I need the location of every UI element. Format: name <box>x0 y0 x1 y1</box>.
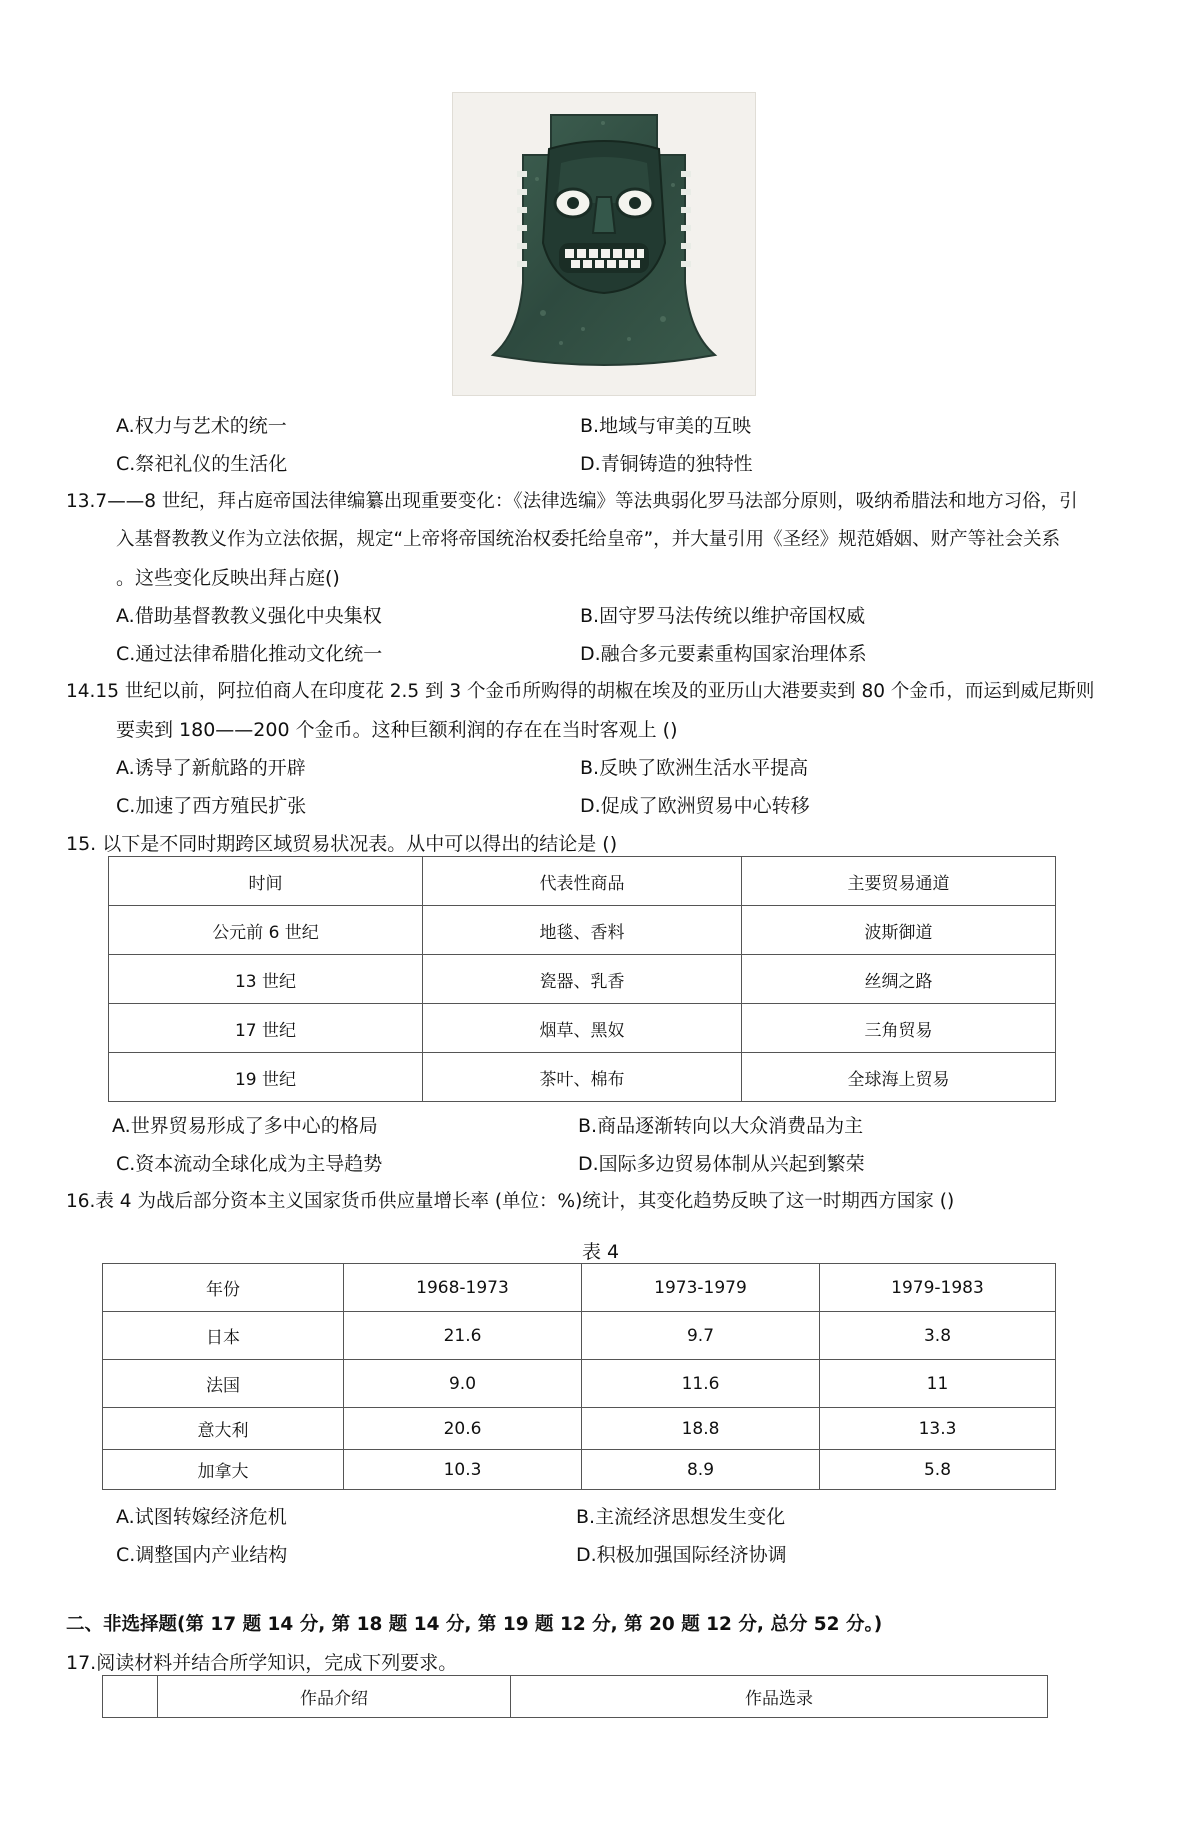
q16-table-title: 表 4 <box>582 1241 620 1263</box>
table-cell: 9.7 <box>582 1312 820 1360</box>
table-cell: 10.3 <box>344 1450 582 1490</box>
q12-option-a: A.权力与艺术的统一 <box>116 415 287 437</box>
table-header-cell <box>103 1676 158 1718</box>
q14-option-a: A.诱导了新航路的开辟 <box>116 757 306 779</box>
table-cell: 烟草、黑奴 <box>423 1004 742 1053</box>
table-cell: 茶叶、棉布 <box>423 1053 742 1102</box>
q15-option-c: C.资本流动全球化成为主导趋势 <box>116 1153 383 1175</box>
table-row <box>103 1408 1056 1450</box>
q13-option-d: D.融合多元要素重构国家治理体系 <box>580 643 867 665</box>
table-header-cell: 年份 <box>103 1264 344 1312</box>
q16-option-c: C.调整国内产业结构 <box>116 1544 288 1566</box>
q13-option-b: B.固守罗马法传统以维护帝国权威 <box>580 605 866 627</box>
table-header-cell: 1979-1983 <box>820 1264 1056 1312</box>
table-cell: 公元前 6 世纪 <box>109 906 423 955</box>
table-cell: 日本 <box>103 1312 344 1360</box>
table-cell: 8.9 <box>582 1450 820 1490</box>
section-two-heading: 二、非选择题(第 17 题 14 分, 第 18 题 14 分, 第 19 题 12 分, 第 20 题 12 分, 总分 52 分。) <box>66 1614 883 1635</box>
table-cell: 9.0 <box>344 1360 582 1408</box>
table-header-cell: 1968-1973 <box>344 1264 582 1312</box>
table-cell: 11.6 <box>582 1360 820 1408</box>
q14-stem-line-2: 要卖到 180——200 个金币。这种巨额利润的存在在当时客观上 () <box>116 719 678 741</box>
q15-option-b: B.商品逐渐转向以大众消费品为主 <box>578 1115 864 1137</box>
table-cell: 意大利 <box>103 1408 344 1450</box>
table-header-row <box>109 857 1056 906</box>
q14-option-d: D.促成了欧洲贸易中心转移 <box>580 795 810 817</box>
q14-stem-line-1: 14.15 世纪以前，阿拉伯商人在印度花 2.5 到 3 个金币所购得的胡椒在埃及的亚历山大港要卖到 80 个金币，而运到威尼斯则 <box>66 681 1095 702</box>
table-cell: 21.6 <box>344 1312 582 1360</box>
q15-option-d: D.国际多边贸易体制从兴起到繁荣 <box>578 1153 865 1175</box>
table-cell: 波斯御道 <box>742 906 1056 955</box>
table-cell: 加拿大 <box>103 1450 344 1490</box>
table-row <box>109 906 1056 955</box>
table-cell: 5.8 <box>820 1450 1056 1490</box>
q13-stem-line-1: 13.7——8 世纪，拜占庭帝国法律编纂出现重要变化：《法律选编》等法典弱化罗马法部分原则，吸纳希腊法和地方习俗，引 <box>66 491 1078 512</box>
table-header-row <box>103 1264 1056 1312</box>
table-header-row <box>103 1676 1048 1718</box>
bronze-yue-axe-illustration <box>453 93 755 395</box>
table-cell: 三角贸易 <box>742 1004 1056 1053</box>
table-row <box>109 1004 1056 1053</box>
q15-trade-table <box>108 856 1056 1102</box>
q12-option-d: D.青铜铸造的独特性 <box>580 453 753 475</box>
table-row <box>103 1312 1056 1360</box>
table-cell: 13.3 <box>820 1408 1056 1450</box>
table-cell: 全球海上贸易 <box>742 1053 1056 1102</box>
table-row <box>109 955 1056 1004</box>
table-header-cell: 作品选录 <box>511 1676 1048 1718</box>
table-cell: 3.8 <box>820 1312 1056 1360</box>
q13-stem-line-2: 入基督教教义作为立法依据，规定“上帝将帝国统治权委托给皇帝”，并大量引用《圣经》规范婚姻、财产等社会关系 <box>116 529 1061 550</box>
bronze-yue-axe-image <box>452 92 756 396</box>
table-row <box>109 1053 1056 1102</box>
q17-stem: 17.阅读材料并结合所学知识，完成下列要求。 <box>66 1652 458 1674</box>
table-header-cell: 1973-1979 <box>582 1264 820 1312</box>
q16-money-supply-table <box>102 1263 1056 1490</box>
table-cell: 18.8 <box>582 1408 820 1450</box>
table-row <box>103 1360 1056 1408</box>
table-cell: 丝绸之路 <box>742 955 1056 1004</box>
table-cell: 瓷器、乳香 <box>423 955 742 1004</box>
q16-option-a: A.试图转嫁经济危机 <box>116 1506 287 1528</box>
q12-option-c: C.祭祀礼仪的生活化 <box>116 453 288 475</box>
q12-option-b: B.地域与审美的互映 <box>580 415 752 437</box>
q17-material-table <box>102 1675 1048 1718</box>
q16-option-d: D.积极加强国际经济协调 <box>576 1544 787 1566</box>
table-cell: 20.6 <box>344 1408 582 1450</box>
table-header-cell: 主要贸易通道 <box>742 857 1056 906</box>
q14-option-b: B.反映了欧洲生活水平提高 <box>580 757 809 779</box>
q13-option-c: C.通过法律希腊化推动文化统一 <box>116 643 383 665</box>
q13-option-a: A.借助基督教教义强化中央集权 <box>116 605 382 627</box>
q15-option-a: A.世界贸易形成了多中心的格局 <box>112 1115 378 1137</box>
table-cell: 法国 <box>103 1360 344 1408</box>
table-cell: 19 世纪 <box>109 1053 423 1102</box>
q16-option-b: B.主流经济思想发生变化 <box>576 1506 786 1528</box>
table-header-cell: 作品介绍 <box>158 1676 511 1718</box>
q14-option-c: C.加速了西方殖民扩张 <box>116 795 307 817</box>
table-row <box>103 1450 1056 1490</box>
table-cell: 11 <box>820 1360 1056 1408</box>
table-header-cell: 代表性商品 <box>423 857 742 906</box>
table-cell: 13 世纪 <box>109 955 423 1004</box>
table-header-cell: 时间 <box>109 857 423 906</box>
q13-stem-line-3: 。这些变化反映出拜占庭() <box>116 567 340 589</box>
q16-stem: 16.表 4 为战后部分资本主义国家货币供应量增长率 (单位：%)统计，其变化趋势反映了这一时期西方国家 () <box>66 1191 955 1212</box>
table-cell: 17 世纪 <box>109 1004 423 1053</box>
q15-stem: 15. 以下是不同时期跨区域贸易状况表。从中可以得出的结论是 () <box>66 833 618 855</box>
table-cell: 地毯、香料 <box>423 906 742 955</box>
